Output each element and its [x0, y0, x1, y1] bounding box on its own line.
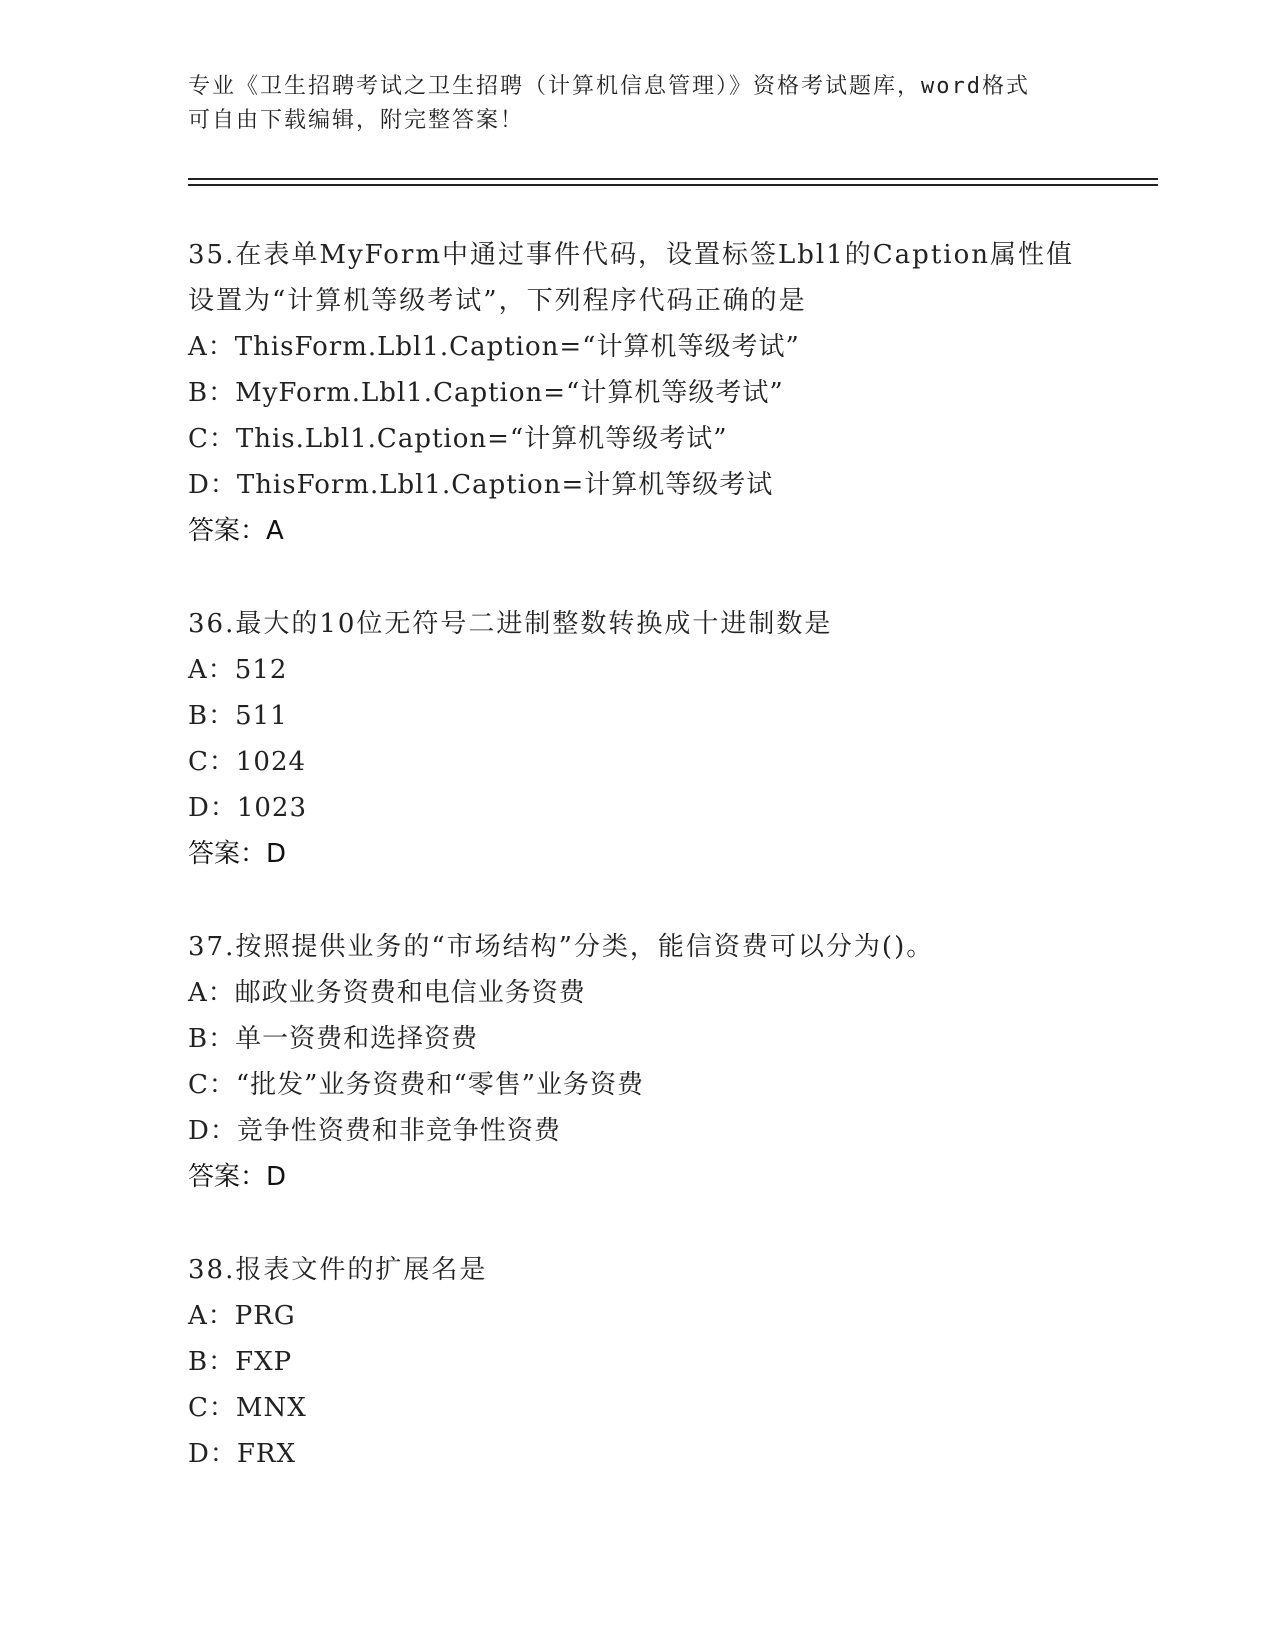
question-36 — [188, 601, 1128, 877]
option-a: A：ThisForm.Lbl1.Caption=“计算机等级考试” — [188, 332, 800, 362]
option-c: C：1024 — [188, 747, 307, 777]
question-text: 38.报表文件的扩展名是 — [188, 1255, 488, 1285]
option-c: C：This.Lbl1.Caption=“计算机等级考试” — [188, 424, 728, 454]
question-list — [188, 232, 1128, 1524]
answer-line: 答案：D — [188, 839, 287, 869]
option-b: B：单一资费和选择资费 — [188, 1024, 479, 1054]
option-a: A：PRG — [188, 1301, 296, 1331]
header-line-1: 专业《卫生招聘考试之卫生招聘（计算机信息管理）》资格考试题库，word格式 — [188, 74, 1030, 99]
option-b: B：MyForm.Lbl1.Caption=“计算机等级考试” — [188, 378, 784, 408]
question-38 — [188, 1247, 1128, 1477]
question-text-continued: 设置为“计算机等级考试”，下列程序代码正确的是 — [188, 286, 807, 316]
document-header — [188, 70, 1068, 138]
option-d: D：1023 — [188, 793, 308, 823]
option-d: D：FRX — [188, 1439, 296, 1469]
header-divider-bottom — [188, 184, 1158, 186]
answer-line: 答案：A — [188, 516, 284, 546]
question-text: 37.按照提供业务的“市场结构”分类，能信资费可以分为()。 — [188, 932, 935, 962]
answer-line: 答案：D — [188, 1162, 287, 1192]
option-a: A：邮政业务资费和电信业务资费 — [188, 978, 586, 1008]
option-d: D：竞争性资费和非竞争性资费 — [188, 1116, 561, 1146]
question-text: 36.最大的10位无符号二进制整数转换成十进制数是 — [188, 609, 833, 639]
header-divider-top — [188, 178, 1158, 180]
option-b: B：FXP — [188, 1347, 293, 1377]
header-line-2: 可自由下载编辑，附完整答案！ — [188, 108, 525, 133]
option-c: C：MNX — [188, 1393, 307, 1423]
option-a: A：512 — [188, 655, 288, 685]
option-c: C：“批发”业务资费和“零售”业务资费 — [188, 1070, 645, 1100]
question-37 — [188, 924, 1128, 1200]
question-text: 35.在表单MyForm中通过事件代码，设置标签Lbl1的Caption属性值 — [188, 240, 1074, 270]
option-d: D：ThisForm.Lbl1.Caption=计算机等级考试 — [188, 470, 774, 500]
question-35 — [188, 232, 1128, 554]
option-b: B：511 — [188, 701, 288, 731]
